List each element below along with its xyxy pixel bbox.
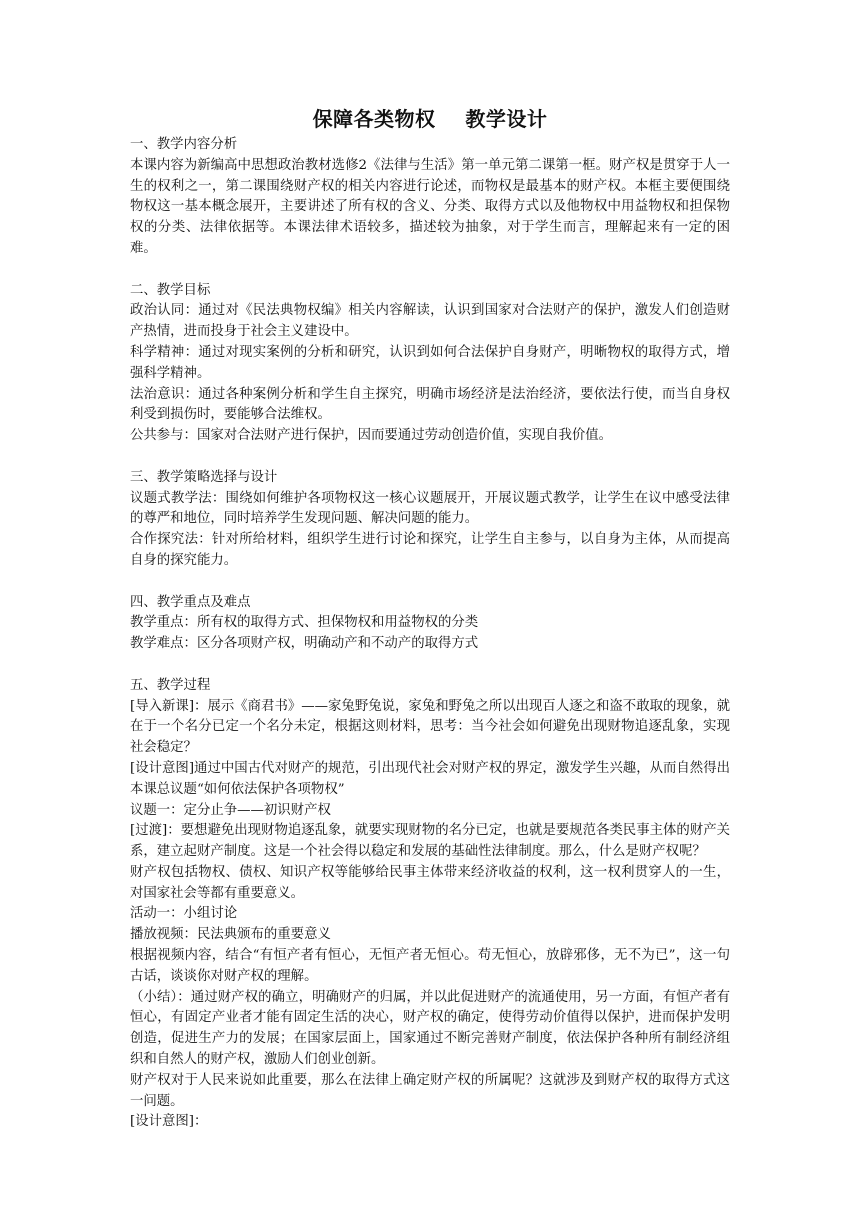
section-paragraph: [过渡]：要想避免出现财物追逐乱象，就要实现财物的名分已定，也就是要规范各类民事主体的财产关系，建立起财产制度。这是一个社会得以稳定和发展的基础性法律制度。那么，什么是财产权呢？: [130, 823, 730, 860]
document-title: 保障各类物权 教学设计: [312, 107, 548, 131]
section-heading: 五、教学过程: [130, 677, 211, 693]
section-teaching-goals: [130, 281, 730, 447]
section-key-points: [130, 593, 730, 655]
section-heading: 四、教学重点及难点: [130, 594, 251, 610]
section-heading: 三、教学策略选择与设计: [130, 469, 278, 485]
section-paragraph: 教学重点：所有权的取得方式、担保物权和用益物权的分类: [130, 615, 479, 631]
blank-line: [130, 260, 730, 281]
section-paragraph: （小结）：通过财产权的确立，明确财产的归属，并以此促进财产的流通使用，另一方面，有恒产者有恒心，有固定产业者才能有固定生活的决心，财产权的确定，使得劳动价值得以保护，进而保护发明创造，促进生产力的发展；在国家层面上，国家通过不断完善财产制度，依法保护各种所有制经济组织和自然人的财产权，激励人们创业创新。: [130, 989, 730, 1068]
section-heading: 一、教学内容分析: [130, 137, 238, 152]
section-paragraph: 法治意识：通过各种案例分析和学生自主探究，明确市场经济是法治经济，要依法行使，而当自身权利受到损伤时，要能够合法维权。: [130, 386, 730, 423]
blank-line: [130, 447, 730, 468]
section-paragraph: 议题一：定分止争——初识财产权: [130, 802, 331, 818]
section-content-analysis: [130, 135, 730, 260]
section-paragraph: 公共参与：国家对合法财产进行保护，因而要通过劳动创造价值，实现自我价值。: [130, 428, 613, 444]
section-paragraph: 活动一：小组讨论: [130, 906, 238, 922]
section-paragraph: 议题式教学法：围绕如何维护各项物权这一核心议题展开，开展议题式教学，让学生在议中感受法律的尊严和地位，同时培养学生发现问题、解决问题的能力。: [130, 490, 730, 527]
section-paragraph: 教学难点：区分各项财产权，明确动产和不动产的取得方式: [130, 636, 479, 652]
section-paragraph: 本课内容为新编高中思想政治教材选修2《法律与生活》第一单元第二课第一框。财产权是贯穿于人一生的权利之一，第二课围绕财产权的相关内容进行论述，而物权是最基本的财产权。本框主要便围绕物权这一基本概念展开，主要讲述了所有权的含义、分类、取得方式以及他物权中用益物权和担保物权的分类、法律依据等。本课法律术语较多，描述较为抽象，对于学生而言，理解起来有一定的困难。: [130, 157, 730, 256]
section-heading: 二、教学目标: [130, 282, 211, 298]
blank-line: [130, 572, 730, 593]
section-paragraph: 根据视频内容，结合“有恒产者有恒心，无恒产者无恒心。苟无恒心，放辟邪侈，无不为已”，这一句古话，谈谈你对财产权的理解。: [130, 948, 730, 984]
section-paragraph: 播放视频：民法典颁布的重要意义: [130, 927, 331, 943]
section-paragraph: 科学精神：通过对现实案例的分析和研究，认识到如何合法保护自身财产，明晰物权的取得方式，增强科学精神。: [130, 344, 730, 381]
section-paragraph: 合作探究法：针对所给材料，组织学生进行讨论和探究，让学生自主参与，以自身为主体，从而提高自身的探究能力。: [130, 532, 730, 568]
section-paragraph: 财产权包括物权、债权、知识产权等能够给民事主体带来经济收益的权利，这一权利贯穿人的一生，对国家社会等都有重要意义。: [130, 864, 730, 901]
document-page: [130, 104, 730, 1133]
section-paragraph: [设计意图]通过中国古代对财产的规范，引出现代社会对财产权的界定，激发学生兴趣，从而自然得出本课总议题“如何依法保护各项物权”: [130, 760, 730, 797]
section-paragraph: [导入新课]：展示《商君书》——家兔野兔说，家兔和野兔之所以出现百人逐之和盗不敢取的现象，就在于一个名分已定一个名分未定，根据这则材料，思考：当今社会如何避免出现财物追逐乱象，实现社会稳定？: [130, 698, 730, 756]
section-paragraph: 财产权对于人民来说如此重要，那么在法律上确定财产权的所属呢？这就涉及到财产权的取得方式这一问题。: [130, 1072, 730, 1109]
section-teaching-process: [130, 676, 730, 1134]
blank-line: [130, 655, 730, 676]
section-paragraph: 政治认同：通过对《民法典物权编》相关内容解读，认识到国家对合法财产的保护，激发人们创造财产热情，进而投身于社会主义建设中。: [130, 303, 730, 340]
section-teaching-strategy: [130, 468, 730, 572]
section-paragraph: [设计意图]：: [130, 1114, 208, 1130]
